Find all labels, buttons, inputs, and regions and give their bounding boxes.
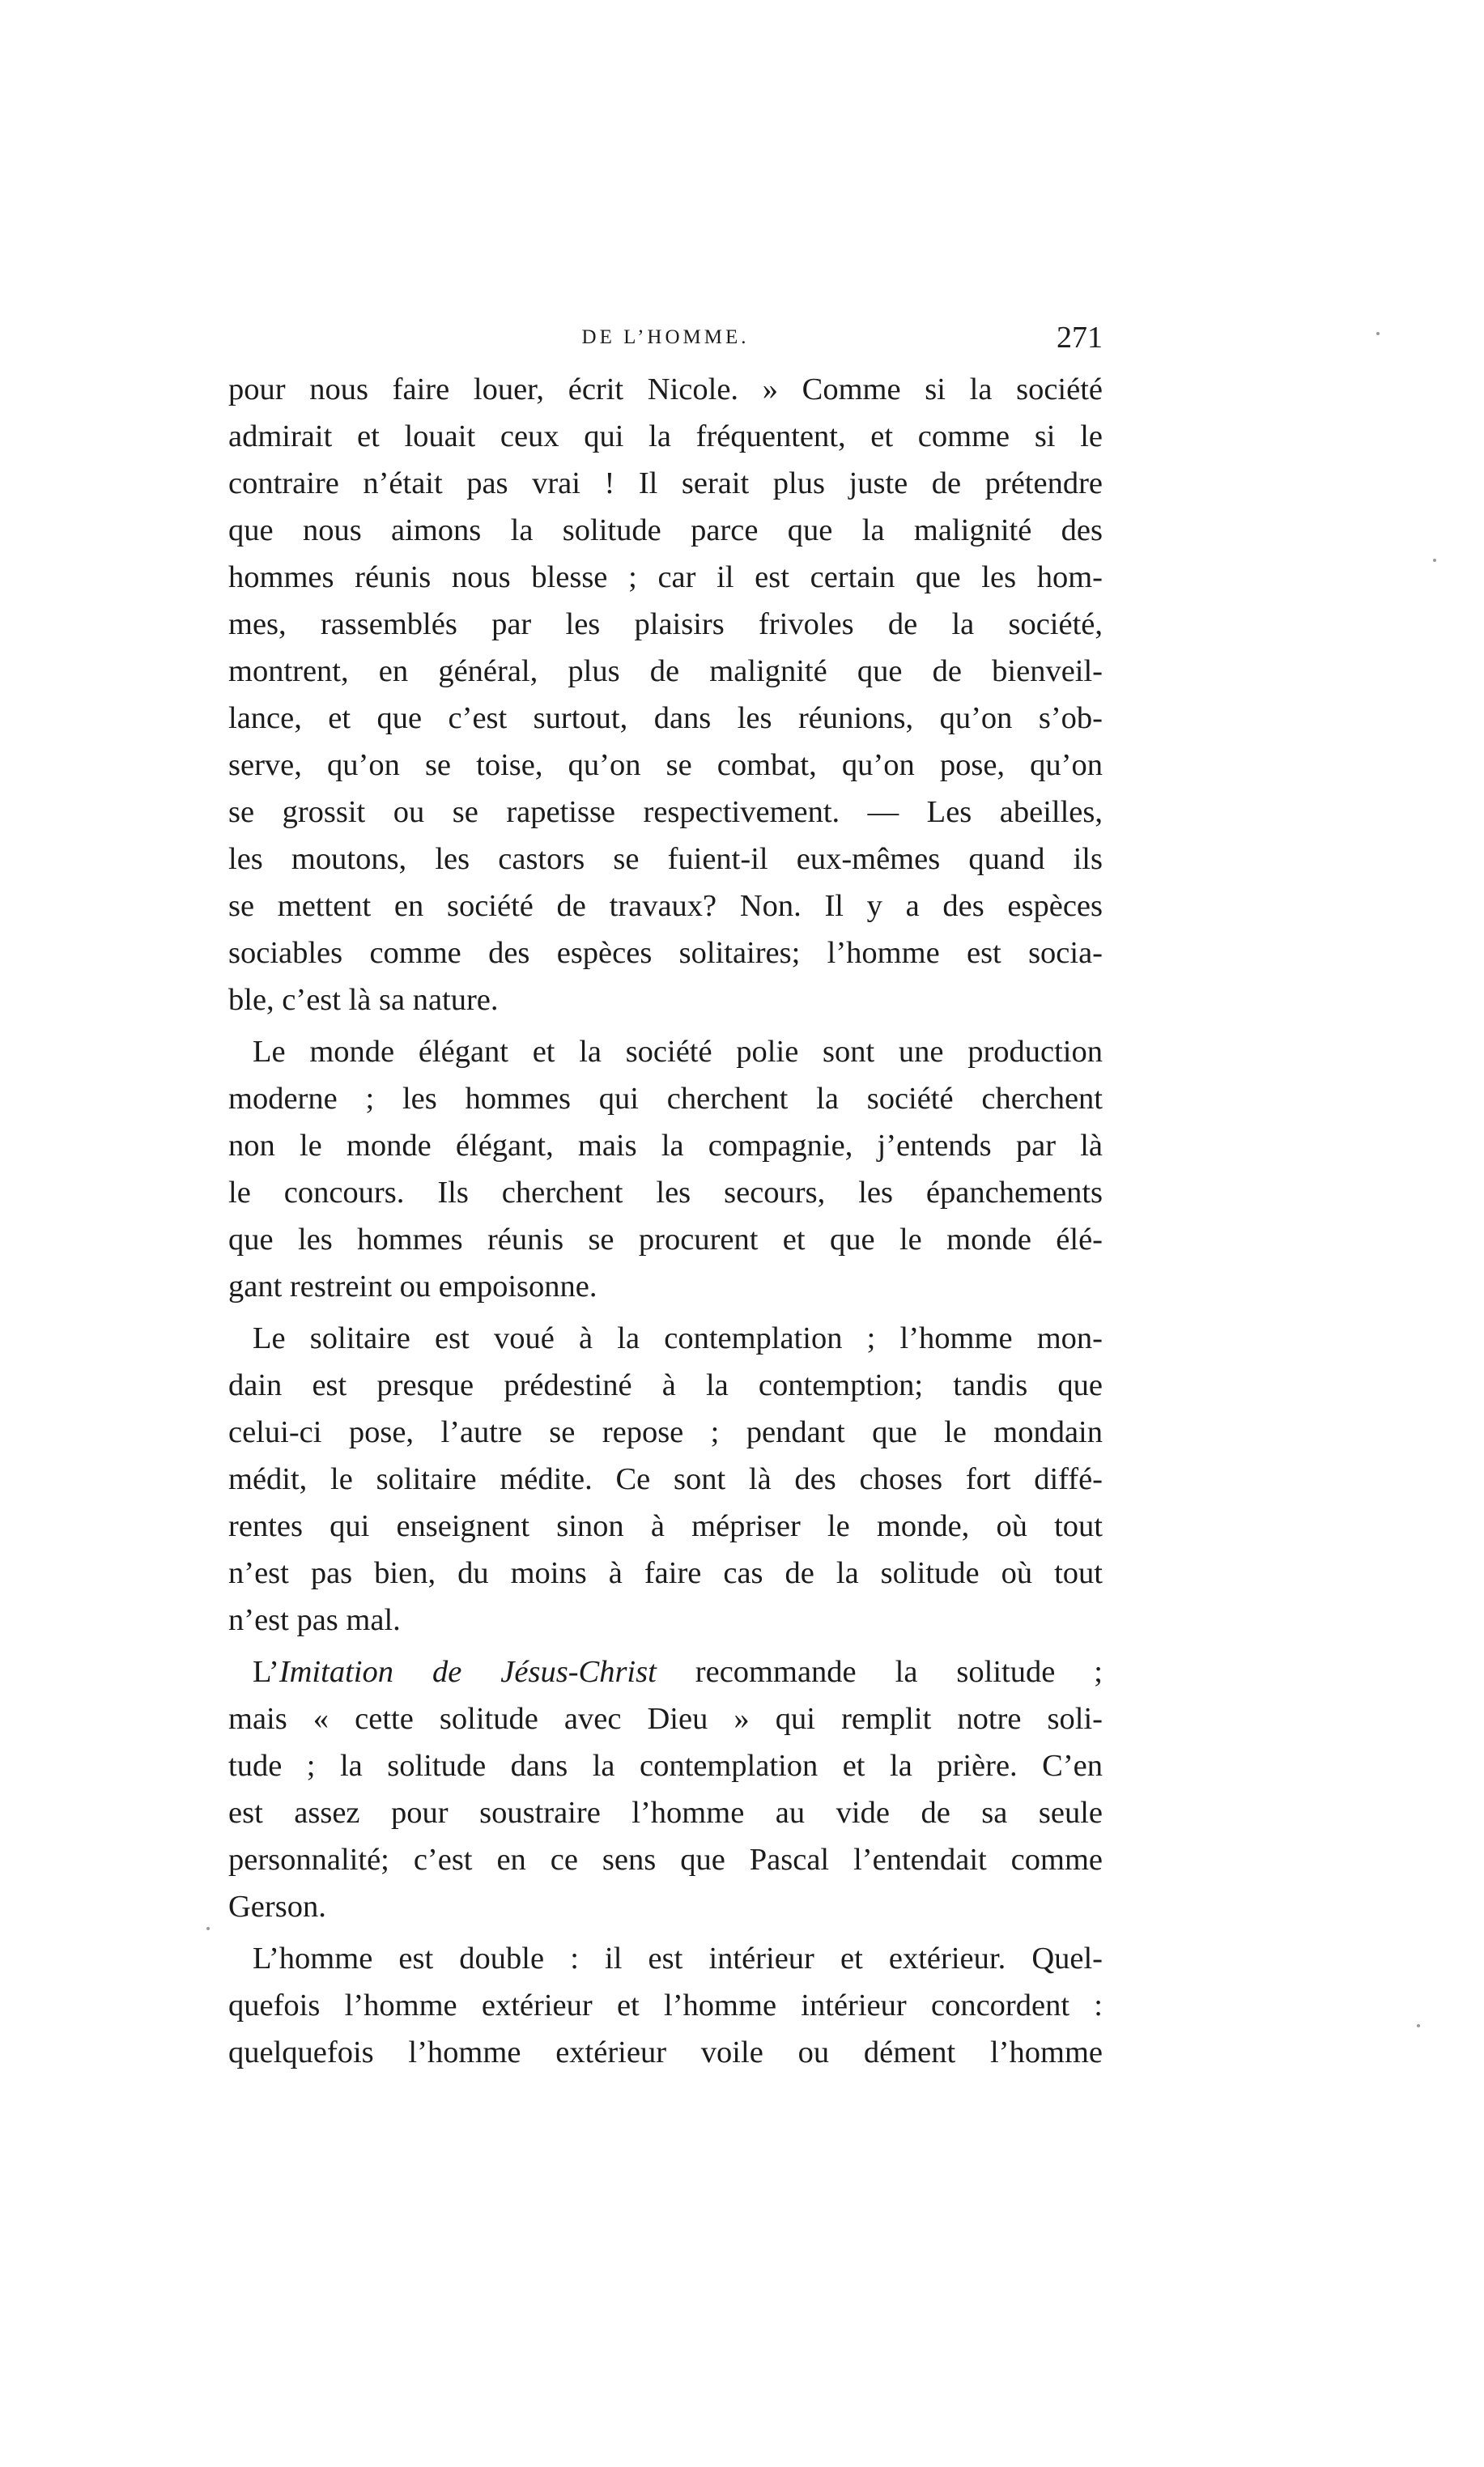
- text-line: gant restreint ou empoisonne.: [228, 1270, 597, 1304]
- text-line: quelquefois l’homme extérieur voile ou dément l’homme: [228, 2035, 1103, 2069]
- scan-speck: [1433, 559, 1436, 562]
- text-line: serve, qu’on se toise, qu’on se combat, qu’on pose, qu’on: [228, 748, 1103, 782]
- text-line: [228, 1648, 1103, 1695]
- text-line: dain est presque prédestiné à la contemption; tandis que: [228, 1368, 1103, 1402]
- scan-speck: [206, 1927, 210, 1930]
- text-line: rentes qui enseignent sinon à mépriser le monde, où tout: [228, 1509, 1103, 1543]
- text-line: n’est pas bien, du moins à faire cas de la solitude où tout: [228, 1556, 1103, 1590]
- paragraph-1: [228, 366, 1103, 1023]
- text-line: se grossit ou se rapetisse respectivement. — Les abeilles,: [228, 795, 1103, 829]
- text-line: lance, et que c’est surtout, dans les réunions, qu’on s’ob-: [228, 701, 1103, 735]
- text-line: admirait et louait ceux qui la fréquentent, et comme si le: [228, 419, 1103, 453]
- paragraph-4: [228, 1648, 1103, 1930]
- text-line: est assez pour soustraire l’homme au vide de sa seule: [228, 1796, 1103, 1830]
- text-line: Le monde élégant et la société polie sont une production: [253, 1035, 1103, 1069]
- text-line: moderne ; les hommes qui cherchent la société cherchent: [228, 1082, 1103, 1116]
- text-line: n’est pas mal.: [228, 1603, 401, 1637]
- paragraph-2: [228, 1028, 1103, 1310]
- text-line: sociables comme des espèces solitaires; l’homme est socia-: [228, 936, 1103, 970]
- text-line: tude ; la solitude dans la contemplation et la prière. C’en: [228, 1749, 1103, 1783]
- text-line: pour nous faire louer, écrit Nicole. » Comme si la société: [228, 372, 1103, 406]
- text-line: Gerson.: [228, 1890, 326, 1924]
- text-line: Le solitaire est voué à la contemplation ; l’homme mon-: [253, 1321, 1103, 1355]
- text-fragment: L’: [253, 1655, 279, 1689]
- running-title: DE L’HOMME.: [581, 326, 750, 348]
- text-line: montrent, en général, plus de malignité que de bienveil-: [228, 654, 1103, 688]
- text-line: se mettent en société de travaux? Non. Il y a des espèces: [228, 889, 1103, 923]
- text-line: celui-ci pose, l’autre se repose ; pendant que le mondain: [228, 1415, 1103, 1449]
- text-line: le concours. Ils cherchent les secours, les épanchements: [228, 1176, 1103, 1210]
- scan-speck: [1417, 2024, 1420, 2027]
- text-line: mes, rassemblés par les plaisirs frivoles de la société,: [228, 607, 1103, 641]
- text-line: quefois l’homme extérieur et l’homme intérieur concordent :: [228, 1988, 1103, 2023]
- text-line: que nous aimons la solitude parce que la malignité des: [228, 513, 1103, 547]
- text-line: que les hommes réunis se procurent et que le monde élé-: [228, 1223, 1103, 1257]
- body-text: [228, 366, 1103, 2076]
- text-line: mais « cette solitude avec Dieu » qui remplit notre soli-: [228, 1702, 1103, 1736]
- text-line: personnalité; c’est en ce sens que Pascal l’entendait comme: [228, 1843, 1103, 1877]
- text-line: L’homme est double : il est intérieur et extérieur. Quel-: [253, 1942, 1103, 1976]
- text-line: contraire n’était pas vrai ! Il serait plus juste de prétendre: [228, 466, 1103, 500]
- text-line: les moutons, les castors se fuient-il eux-mêmes quand ils: [228, 842, 1103, 876]
- text-line: ble, c’est là sa nature.: [228, 983, 499, 1017]
- paragraph-5: [228, 1935, 1103, 2076]
- scan-speck: [1376, 332, 1380, 335]
- page-number: 271: [1057, 321, 1103, 355]
- text-fragment: recommande la solitude ;: [656, 1655, 1103, 1689]
- text-line: non le monde élégant, mais la compagnie, j’entends par là: [228, 1129, 1103, 1163]
- text-line: médit, le solitaire médite. Ce sont là des choses fort diffé-: [228, 1462, 1103, 1496]
- running-head: [228, 320, 1103, 360]
- text-line: hommes réunis nous blesse ; car il est certain que les hom-: [228, 560, 1103, 594]
- paragraph-3: [228, 1315, 1103, 1644]
- book-title: Imitation de Jésus-Christ: [279, 1655, 657, 1689]
